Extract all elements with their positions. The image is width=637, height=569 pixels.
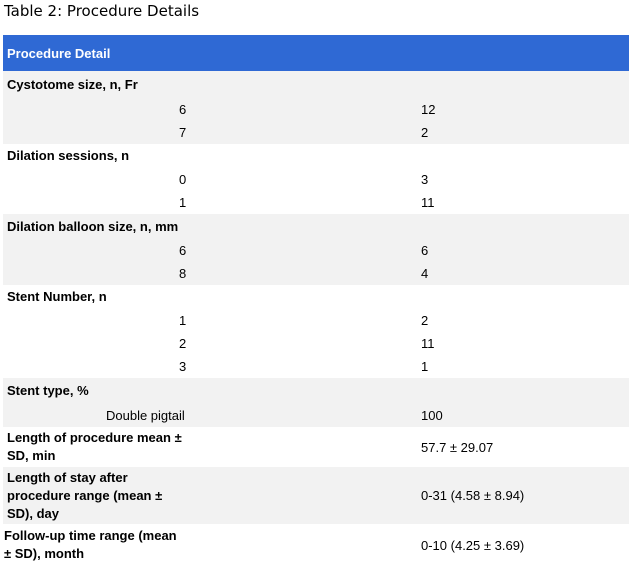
row-label <box>4 524 194 566</box>
cell-count: 11 <box>421 336 435 351</box>
cell-count: 100 <box>421 408 443 423</box>
table-caption: Table 2: Procedure Details <box>4 2 200 20</box>
row-label-line: SD), day <box>7 505 60 521</box>
section-stent-type <box>3 378 629 427</box>
section-stent-number <box>3 285 629 378</box>
table-row <box>3 239 629 262</box>
cell-count: 12 <box>421 102 436 117</box>
row-label-line: procedure range (mean ± <box>7 487 163 503</box>
row-label <box>7 467 197 524</box>
cell-count: 3 <box>421 172 429 187</box>
section-title: Cystotome size, n, Fr <box>7 77 138 92</box>
table-row <box>3 309 629 332</box>
table-row <box>3 332 629 355</box>
cell-count: 11 <box>421 195 435 210</box>
cell-count: 1 <box>421 359 429 374</box>
row-label-line: Length of stay after <box>7 469 128 485</box>
cell-value: 6 <box>179 102 187 117</box>
cell-value: 1 <box>179 195 187 210</box>
section-balloon-size <box>3 214 629 285</box>
cell-value: 57.7 ± 29.07 <box>421 439 494 455</box>
cell-value: 0 <box>179 172 187 187</box>
followup-row <box>3 524 629 566</box>
section-cystotome <box>3 71 629 144</box>
row-label-line: SD, min <box>7 448 56 463</box>
section-dilation-sessions <box>3 144 629 214</box>
cell-count: 6 <box>421 243 429 258</box>
cell-value: 2 <box>179 336 187 351</box>
procedure-table <box>3 35 629 566</box>
row-label <box>7 427 197 467</box>
row-label-line: Follow-up time range (mean <box>4 528 177 543</box>
length-of-procedure-row <box>3 427 629 467</box>
table-row <box>3 191 629 214</box>
cell-count: 4 <box>421 266 429 281</box>
section-title: Stent Number, n <box>7 289 107 304</box>
cell-value: 8 <box>179 266 187 281</box>
table-row <box>3 168 629 191</box>
table-row <box>3 262 629 285</box>
cell-count: 2 <box>421 125 429 140</box>
table-row <box>3 121 629 144</box>
table-row <box>3 355 629 378</box>
table-row <box>3 98 629 121</box>
cell-value: 1 <box>179 313 187 328</box>
section-title: Dilation sessions, n <box>7 148 130 163</box>
cell-value: 0-31 (4.58 ± 8.94) <box>421 488 525 503</box>
table-row <box>3 404 629 427</box>
table-header <box>3 35 629 71</box>
cell-value: 3 <box>179 359 187 374</box>
row-label-line: Length of procedure mean ± <box>7 430 182 445</box>
cell-value: 0-10 (4.25 ± 3.69) <box>421 537 525 553</box>
cell-value: Double pigtail <box>106 408 185 423</box>
row-label-line: ± SD), month <box>4 546 85 561</box>
cell-count: 2 <box>421 313 429 328</box>
section-title: Stent type, % <box>7 383 89 398</box>
length-of-stay-row <box>3 467 629 524</box>
cell-value: 7 <box>179 125 187 140</box>
header-label: Procedure Detail <box>7 45 111 61</box>
section-title: Dilation balloon size, n, mm <box>7 219 179 234</box>
cell-value: 6 <box>179 243 187 258</box>
